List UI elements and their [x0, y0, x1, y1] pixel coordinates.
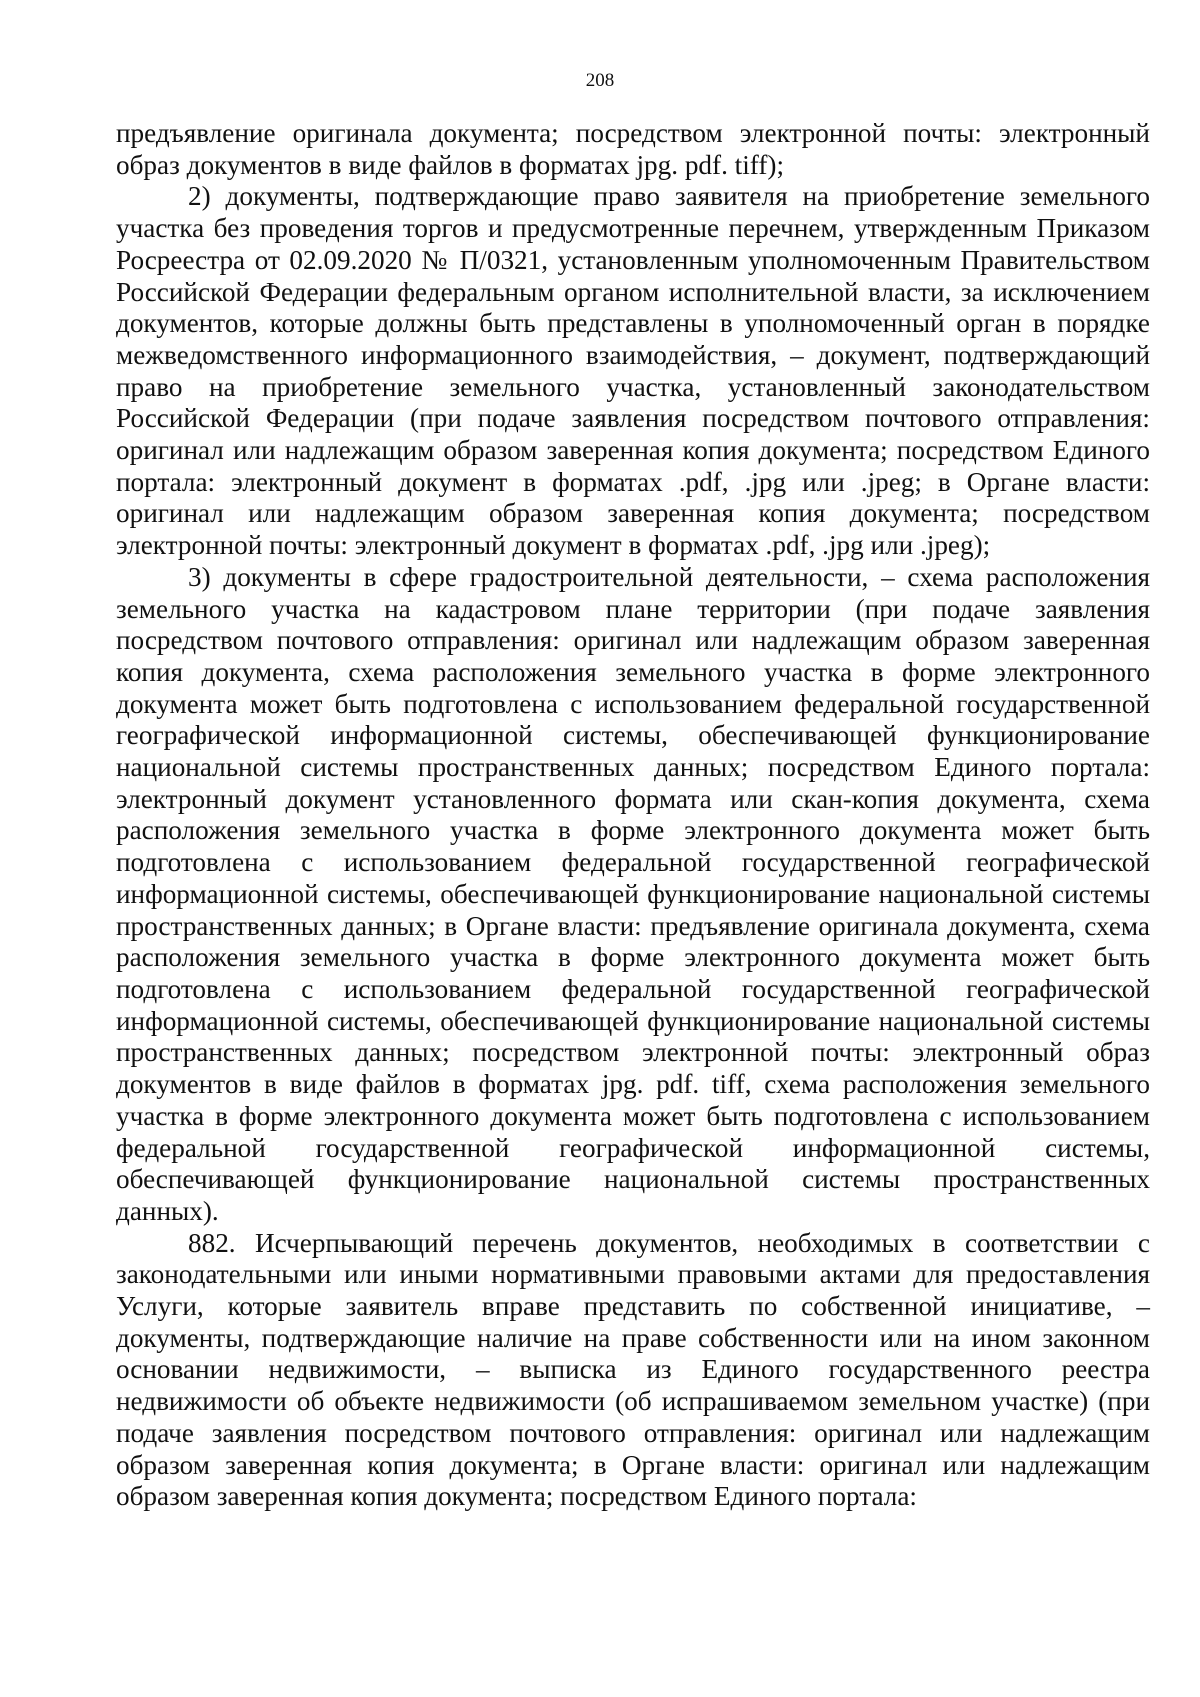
paragraph-item-3: 3) документы в сфере градостроительной деятельности, – схема расположения земельного участка на кадастровом плане территории (при подаче заявления посредством почтового отправления: оригинал или надлежащим образом заверенная копия документа, схема расположения земельного участка в форме электронного документа может быть подготовлена с использованием федеральной государственной географической информационной системы, обеспечивающей функционирование национальной системы пространственных данных; посредством Единого портала: электронный документ установленного формата или скан-копия документа, схема расположения земельного участка в форме электронного документа может быть подготовлена с использованием федеральной государственной географической информационной системы, обеспечивающей функционирование национальной системы пространственных данных; в Органе власти: предъявление оригинала документа, схема расположения земельного участка в форме электронного документа может быть подготовлена с использованием федеральной государственной географической информационной системы, обеспечивающей функционирование национальной системы пространственных данных; посредством электронной почты: электронный образ документов в виде файлов в форматах jpg. pdf. tiff, схема расположения земельного участка в форме электронного документа может быть подготовлена с использованием федеральной государственной географической информационной системы, обеспечивающей функционирование национальной системы пространственных данных). [116, 561, 1150, 1226]
paragraph-882: 882. Исчерпывающий перечень документов, необходимых в соответствии с законодательными или иными нормативными правовыми актами для предоставления Услуги, которые заявитель вправе представить по собственной инициативе, – документы, подтверждающие наличие на праве собственности или на ином законном основании недвижимости, – выписка из Единого государственного реестра недвижимости об объекте недвижимости (об испрашиваемом земельном участке) (при подаче заявления посредством почтового отправления: оригинал или надлежащим образом заверенная копия документа; в Органе власти: оригинал или надлежащим образом заверенная копия документа; посредством Единого портала: [116, 1227, 1150, 1512]
document-body [116, 118, 1150, 1513]
paragraph-continuation: предъявление оригинала документа; посредством электронной почты: электронный образ документов в виде файлов в форматах jpg. pdf. tiff); [116, 118, 1150, 180]
paragraph-item-2: 2) документы, подтверждающие право заявителя на приобретение земельного участка без проведения торгов и предусмотренные перечнем, утвержденным Приказом Росреестра от 02.09.2020 № П/0321, установленным уполномоченным Правительством Российской Федерации федеральным органом исполнительной власти, за исключением документов, которые должны быть представлены в уполномоченный орган в порядке межведомственного информационного взаимодействия, – документ, подтверждающий право на приобретение земельного участка, установленный законодательством Российской Федерации (при подаче заявления посредством почтового отправления: оригинал или надлежащим образом заверенная копия документа; посредством Единого портала: электронный документ в форматах .pdf, .jpg или .jpeg; в Органе власти: оригинал или надлежащим образом заверенная копия документа; посредством электронной почты: электронный документ в форматах .pdf, .jpg или .jpeg); [116, 181, 1150, 561]
page-number: 208 [585, 70, 615, 91]
